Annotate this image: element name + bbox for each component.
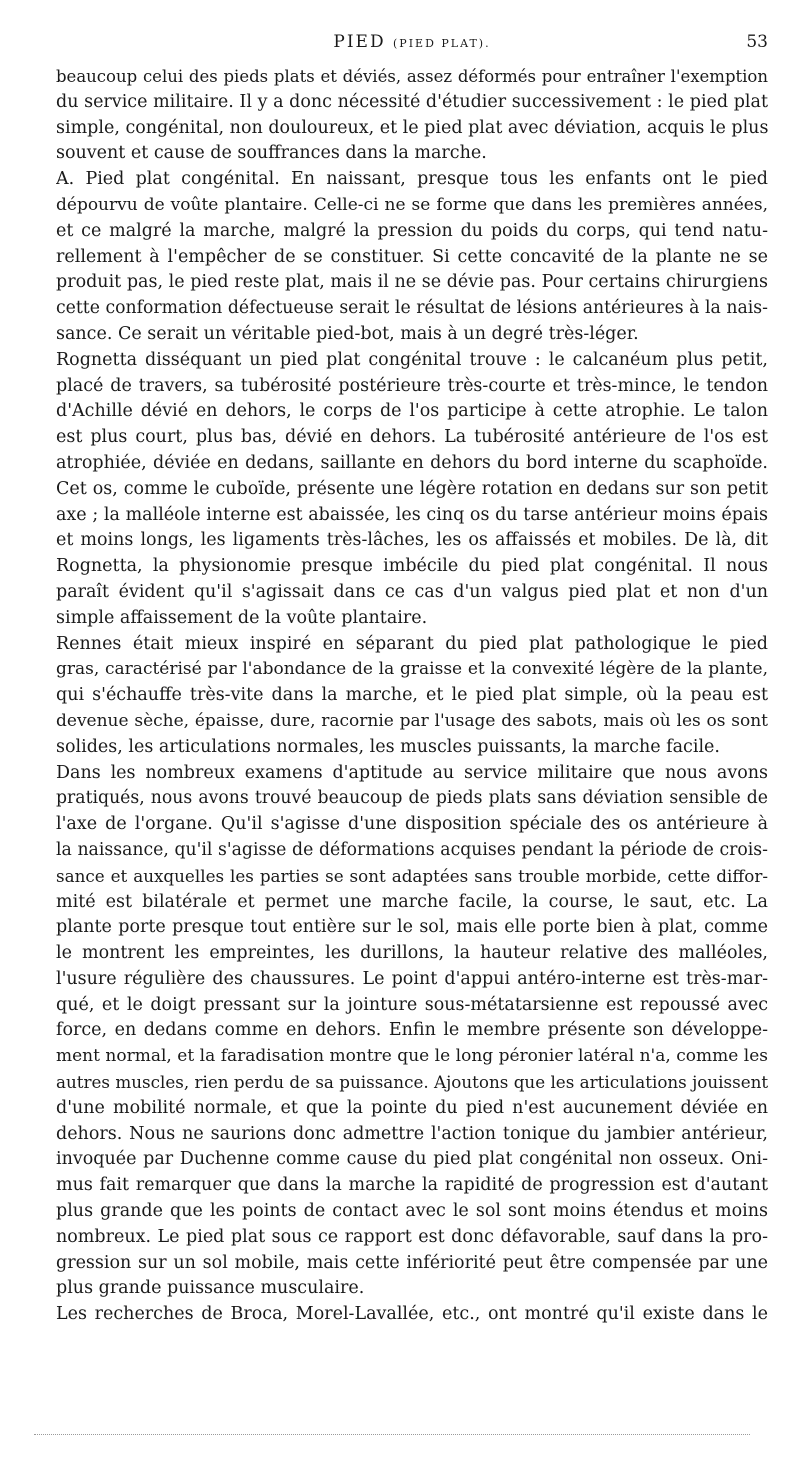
- text-line: le montrent les empreintes, les durillons, la hauteur relative des malléoles,: [56, 943, 768, 964]
- text-line: plus grande que les points de contact avec le sol sont moins étendus et moins: [56, 1201, 768, 1222]
- text-line: ment normal, et la faradisation montre que le long péronier latéral n'a, comme les: [56, 1046, 768, 1067]
- text-line: d'Achille dévié en dehors, le corps de l'os participe à cette atrophie. Le talon: [56, 401, 768, 422]
- text-line: sance et auxquelles les parties se sont adaptées sans trouble morbide, cette diffor-: [56, 865, 768, 886]
- text-line: axe ; la malléole interne est abaissée, les cinq os du tarse antérieur moins épais: [56, 504, 768, 525]
- section-heading-line: A. Pied plat congénital. En naissant, presque tous les enfants ont le pied: [56, 169, 768, 190]
- text-line: sance. Ce serait un véritable pied-bot, mais à un degré très-léger.: [56, 323, 639, 344]
- text-line: mus fait remarquer que dans la marche la rapidité de progression est d'autant: [56, 1175, 768, 1196]
- text-line: solides, les articulations normales, les muscles puissants, la marche facile.: [56, 736, 720, 757]
- text-line: invoquée par Duchenne comme cause du pied plat congénital non osseux. Oni-: [56, 1149, 768, 1170]
- text-line: dehors. Nous ne saurions donc admettre l'action tonique du jambier antérieur,: [56, 1123, 768, 1144]
- text-line: qué, et le doigt pressant sur la jointure sous-métatarsienne est repoussé avec: [56, 994, 768, 1015]
- text-line: Rennes était mieux inspiré en séparant du pied plat pathologique le pied: [56, 633, 768, 654]
- text-line: placé de travers, sa tubérosité postérieure très-courte et très-mince, le tendon: [56, 375, 768, 396]
- text-line: paraît évident qu'il s'agissait dans ce cas d'un valgus pied plat et non d'un: [56, 581, 768, 602]
- text-line: l'usure régulière des chaussures. Le point d'appui antéro-interne est très-mar-: [56, 968, 768, 989]
- text-line: du service militaire. Il y a donc nécessité d'étudier successivement : le pied plat: [56, 91, 768, 112]
- text-line: dépourvu de voûte plantaire. Celle-ci ne se forme que dans les premières années,: [56, 194, 768, 215]
- text-line: plus grande puissance musculaire.: [56, 1278, 365, 1299]
- running-head: [56, 32, 768, 52]
- text-line: Rognetta disséquant un pied plat congénital trouve : le calcanéum plus petit,: [56, 349, 768, 370]
- text-line: autres muscles, rien perdu de sa puissance. Ajoutons que les articulations jouissent: [56, 1072, 768, 1093]
- text-line: d'une mobilité normale, et que la pointe du pied n'est aucunement déviée en: [56, 1097, 768, 1118]
- text-line: Rognetta, la physionomie presque imbécile du pied plat congénital. Il nous: [56, 556, 768, 577]
- text-line: qui s'échauffe très-vite dans la marche, et le pied plat simple, où la peau est: [56, 685, 768, 706]
- text-line: produit pas, le pied reste plat, mais il ne se dévie pas. Pour certains chirurgiens: [56, 272, 768, 293]
- text-line: gression sur un sol mobile, mais cette infériorité peut être compensée par une: [56, 1252, 768, 1273]
- text-line: plante porte presque tout entière sur le sol, mais elle porte bien à plat, comme: [56, 917, 768, 938]
- page-number: 53: [746, 32, 768, 52]
- text-line: simple, congénital, non douloureux, et le pied plat avec déviation, acquis le plus: [56, 117, 768, 138]
- text-line: gras, caractérisé par l'abondance de la graisse et la convexité légère de la plante,: [56, 659, 768, 680]
- text-line: la naissance, qu'il s'agisse de déformations acquises pendant la période de crois-: [56, 839, 768, 860]
- text-line: cette conformation défectueuse serait le résultat de lésions antérieures à la nais-: [56, 298, 768, 319]
- text-line: Cet os, comme le cuboïde, présente une légère rotation en dedans sur son petit: [56, 478, 768, 499]
- text-line: nombreux. Le pied plat sous ce rapport est donc défavorable, sauf dans la pro-: [56, 1226, 768, 1247]
- body-text: [56, 64, 768, 1328]
- text-line: mité est bilatérale et permet une marche facile, la course, le saut, etc. La: [56, 891, 768, 912]
- text-line: pratiqués, nous avons trouvé beaucoup de pieds plats sans déviation sensible de: [56, 788, 768, 809]
- text-line: atrophiée, déviée en dedans, saillante en dehors du bord interne du scaphoïde.: [56, 452, 768, 473]
- text-line: et moins longs, les ligaments très-lâches, les os affaissés et mobiles. De là, dit: [56, 530, 768, 551]
- footer-dotted-rule: [34, 1434, 750, 1435]
- text-line: devenue sèche, épaisse, dure, racornie par l'usage des sabots, mais où les os sont: [56, 710, 768, 731]
- text-line: force, en dedans comme en dehors. Enfin le membre présente son développe-: [56, 1020, 768, 1041]
- text-line: Dans les nombreux examens d'aptitude au service militaire que nous avons: [56, 762, 768, 783]
- text-line: rellement à l'empêcher de se constituer. Si cette concavité de la plante ne se: [56, 246, 768, 267]
- text-line: et ce malgré la marche, malgré la pression du poids du corps, qui tend natu-: [56, 220, 768, 241]
- text-line: beaucoup celui des pieds plats et déviés, assez déformés pour entraîner l'exemption: [56, 67, 768, 86]
- text-line: est plus court, plus bas, dévié en dehors. La tubérosité antérieure de l'os est: [56, 427, 768, 448]
- running-head-main: PIED: [333, 32, 386, 52]
- text-line: l'axe de l'organe. Qu'il s'agisse d'une disposition spéciale des os antérieure à: [56, 814, 768, 835]
- page-header: [56, 32, 768, 56]
- running-head-sub: (PIED PLAT).: [393, 37, 491, 50]
- text-line: simple affaissement de la voûte plantaire.: [56, 607, 428, 628]
- text-line: Les recherches de Broca, Morel-Lavallée, etc., ont montré qu'il existe dans le: [56, 1304, 768, 1325]
- text-line: souvent et cause de souffrances dans la marche.: [56, 143, 487, 164]
